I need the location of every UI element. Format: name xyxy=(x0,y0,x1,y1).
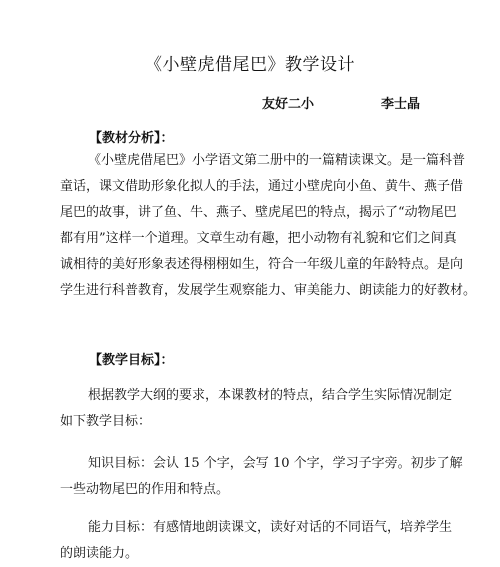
section-heading-analysis: 【教材分析】： xyxy=(89,131,174,146)
goals-intro-paragraph xyxy=(60,383,470,435)
paragraph-line: 童话，课文借助形象化拟人的手法，通过小壁虎向小鱼、黄牛、燕子借 xyxy=(60,179,464,194)
paragraph-line: 尾巴的故事，讲了鱼、牛、燕子、壁虎尾巴的特点，揭示了“动物尾巴 xyxy=(60,205,457,220)
paragraph-line: 都有用”这样一个道理。文章生动有趣，把小动物有礼貌和它们之间真 xyxy=(60,231,457,246)
author-name: 李士晶 xyxy=(381,97,421,112)
paragraph-line: 《小壁虎借尾巴》小学语文第二册中的一篇精读课文。是一篇科普 xyxy=(88,153,466,168)
paragraph-line: 能力目标：有感情地朗读课文，读好对话的不同语气，培养学生 xyxy=(88,520,453,535)
document-title: 《小壁虎借尾巴》教学设计 xyxy=(145,55,355,75)
paragraph-line: 一些动物尾巴的作用和特点。 xyxy=(60,482,230,497)
paragraph-line: 的朗读能力。 xyxy=(60,546,139,561)
ability-goal-paragraph xyxy=(60,515,470,567)
paragraph-line: 知识目标：会认 15 个字，会写 10 个字，学习子字旁。初步了解 xyxy=(88,456,463,471)
paragraph-line: 学生进行科普教育，发展学生观察能力、审美能力、朗读能力的好教材。 xyxy=(60,283,477,298)
section-heading-goals: 【教学目标】： xyxy=(89,353,174,368)
knowledge-goal-paragraph xyxy=(60,451,470,503)
analysis-paragraph xyxy=(60,148,477,304)
paragraph-line: 根据教学大纲的要求，本课教材的特点，结合学生实际情况制定 xyxy=(88,388,453,403)
paragraph-line: 如下教学目标： xyxy=(60,414,152,429)
school-name: 友好二小 xyxy=(262,97,315,112)
paragraph-line: 诚相待的美好形象表述得栩栩如生，符合一年级儿童的年龄特点。是向 xyxy=(60,257,464,272)
